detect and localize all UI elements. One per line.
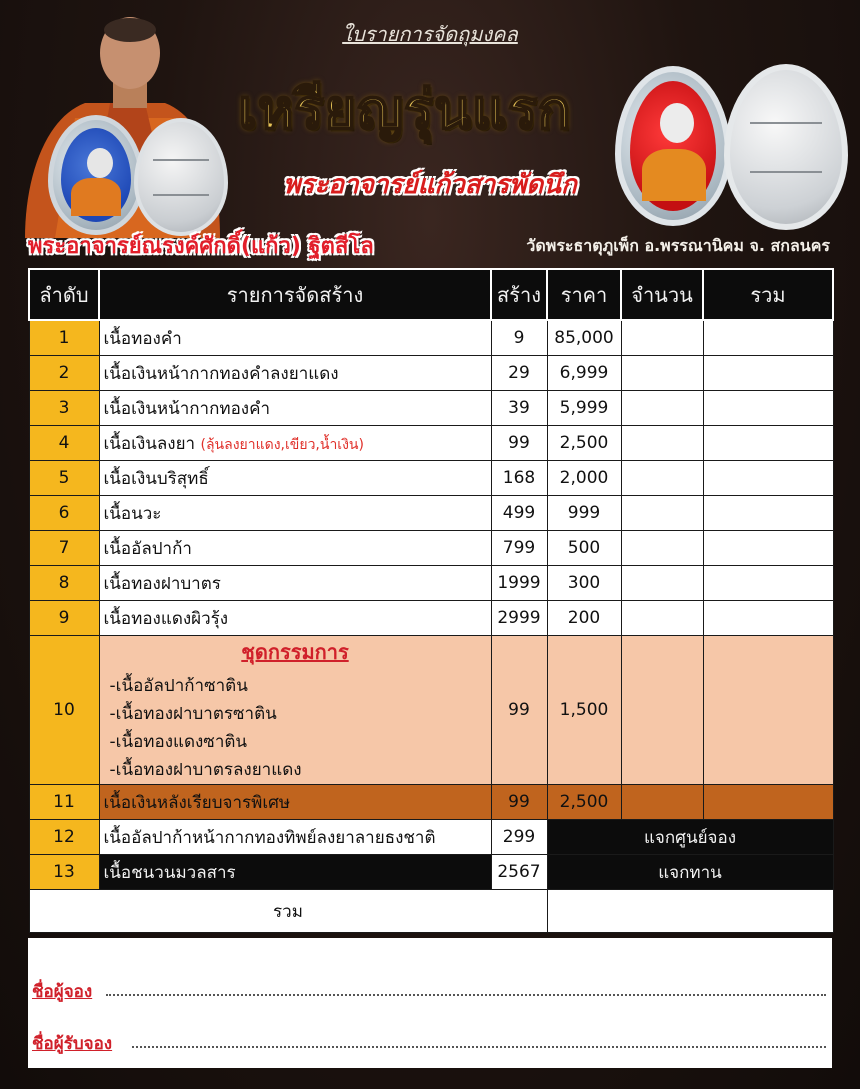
- row-number: 10: [29, 636, 99, 785]
- row-number: 12: [29, 820, 99, 855]
- total-cell[interactable]: [703, 601, 833, 636]
- col-header-price: ราคา: [547, 269, 621, 320]
- col-header-no: ลำดับ: [29, 269, 99, 320]
- made-count: 99: [491, 636, 547, 785]
- row-number: 1: [29, 320, 99, 356]
- quantity-cell[interactable]: [621, 320, 703, 356]
- red-enamel-medal: [615, 66, 731, 226]
- page-title: เหรียญรุ่นแรก: [238, 77, 572, 141]
- col-header-made: สร้าง: [491, 269, 547, 320]
- col-header-item: รายการจัดสร้าง: [99, 269, 491, 320]
- row-number: 6: [29, 496, 99, 531]
- total-cell[interactable]: [703, 566, 833, 601]
- total-cell[interactable]: [703, 391, 833, 426]
- made-count: 499: [491, 496, 547, 531]
- made-count: 799: [491, 531, 547, 566]
- made-count: 1999: [491, 566, 547, 601]
- price: 200: [547, 601, 621, 636]
- monk-name: พระอาจารย์ณรงค์ศักดิ์(แก้ว) ฐิตสีโล: [28, 234, 374, 259]
- gift-note: แจกศูนย์จอง: [547, 820, 833, 855]
- grand-total-cell[interactable]: [547, 890, 833, 933]
- row-number: 5: [29, 461, 99, 496]
- made-count: 9: [491, 320, 547, 356]
- quantity-cell[interactable]: [621, 391, 703, 426]
- table-header-row: [29, 269, 833, 320]
- row-number: 2: [29, 356, 99, 391]
- quantity-cell[interactable]: [621, 356, 703, 391]
- total-cell[interactable]: [703, 320, 833, 356]
- total-cell[interactable]: [703, 426, 833, 461]
- total-row: [29, 890, 833, 933]
- made-count: 99: [491, 785, 547, 820]
- item-name: เนื้ออัลปาก้าหน้ากากทองทิพย์ลงยาลายธงชาติ: [99, 820, 491, 855]
- total-cell[interactable]: [703, 531, 833, 566]
- made-count: 39: [491, 391, 547, 426]
- table-row: [29, 461, 833, 496]
- price: 6,999: [547, 356, 621, 391]
- price: 999: [547, 496, 621, 531]
- row-number: 9: [29, 601, 99, 636]
- row-number: 8: [29, 566, 99, 601]
- price: 300: [547, 566, 621, 601]
- item-name: เนื้อเงินหน้ากากทองคำ: [99, 391, 491, 426]
- col-header-quantity: จำนวน: [621, 269, 703, 320]
- order-table: [28, 268, 834, 933]
- made-count: 99: [491, 426, 547, 461]
- table-row: [29, 320, 833, 356]
- header: [0, 0, 860, 268]
- table-row: [29, 496, 833, 531]
- item-name: เนื้อทองคำ: [99, 320, 491, 356]
- signature-area: [28, 938, 832, 1068]
- committee-set-title: ชุดกรรมการ: [241, 640, 349, 664]
- row-number: 11: [29, 785, 99, 820]
- table-row: [29, 356, 833, 391]
- special-row: [29, 785, 833, 820]
- item-name: เนื้อทองแดงผิวรุ้ง: [99, 601, 491, 636]
- silver-medal-back-large: [724, 64, 848, 230]
- blue-enamel-medal: [48, 115, 144, 235]
- subtitle: พระอาจารย์แก้วสารพัดนึก: [283, 170, 577, 200]
- price: 2,000: [547, 461, 621, 496]
- booker-name-field[interactable]: [106, 994, 826, 996]
- quantity-cell[interactable]: [621, 566, 703, 601]
- row-number: 3: [29, 391, 99, 426]
- gift-note: แจกทาน: [547, 855, 833, 890]
- item-name: เนื้อนวะ: [99, 496, 491, 531]
- price: 2,500: [547, 785, 621, 820]
- committee-set-item: -เนื้อทองฝาบาตรซาติน: [109, 704, 277, 724]
- made-count: 29: [491, 356, 547, 391]
- total-cell[interactable]: [703, 496, 833, 531]
- made-count: 168: [491, 461, 547, 496]
- row-number: 13: [29, 855, 99, 890]
- item-name: เนื้อชนวนมวลสาร: [99, 855, 491, 890]
- quantity-cell[interactable]: [621, 636, 703, 785]
- committee-set-row: [29, 636, 833, 785]
- price: 85,000: [547, 320, 621, 356]
- table-row: [29, 531, 833, 566]
- item-note: (ลุ้นลงยาแดง,เขียว,น้ำเงิน): [200, 436, 364, 453]
- total-cell[interactable]: [703, 356, 833, 391]
- gift-row: [29, 820, 833, 855]
- total-label: รวม: [29, 890, 547, 933]
- total-cell[interactable]: [703, 636, 833, 785]
- item-name: เนื้อทองฝาบาตร: [99, 566, 491, 601]
- item-name: เนื้อเงินหลังเรียบจารพิเศษ: [99, 785, 491, 820]
- receiver-label: ชื่อผู้รับจอง: [32, 1034, 113, 1054]
- row-number: 4: [29, 426, 99, 461]
- made-count: 299: [491, 820, 547, 855]
- made-count: 2567: [491, 855, 547, 890]
- col-header-total: รวม: [703, 269, 833, 320]
- total-cell[interactable]: [703, 461, 833, 496]
- quantity-cell[interactable]: [621, 461, 703, 496]
- price: 500: [547, 531, 621, 566]
- temple-name: วัดพระธาตุภูเพ็ก อ.พรรณานิคม จ. สกลนคร: [526, 236, 830, 255]
- table-row: [29, 426, 833, 461]
- row-number: 7: [29, 531, 99, 566]
- total-cell[interactable]: [703, 785, 833, 820]
- table-row: [29, 566, 833, 601]
- item-name: เนื้อเงินบริสุทธิ์: [99, 461, 491, 496]
- committee-set-item: -เนื้อทองแดงซาติน: [109, 732, 248, 752]
- item-name: เนื้อเงินหน้ากากทองคำลงยาแดง: [99, 356, 491, 391]
- quantity-cell[interactable]: [621, 496, 703, 531]
- quantity-cell[interactable]: [621, 601, 703, 636]
- item-name-text: เนื้อเงินลงยา: [103, 433, 196, 454]
- committee-set-cell: [99, 636, 491, 785]
- quantity-cell[interactable]: [621, 531, 703, 566]
- table-row: [29, 601, 833, 636]
- gift-row: [29, 855, 833, 890]
- item-name: เนื้ออัลปาก้า: [99, 531, 491, 566]
- booker-label: ชื่อผู้จอง: [32, 982, 93, 1002]
- price: 5,999: [547, 391, 621, 426]
- price: 1,500: [547, 636, 621, 785]
- price: 2,500: [547, 426, 621, 461]
- receiver-name-field[interactable]: [132, 1046, 826, 1048]
- made-count: 2999: [491, 601, 547, 636]
- item-name: [99, 426, 491, 461]
- quantity-cell[interactable]: [621, 426, 703, 461]
- table-row: [29, 391, 833, 426]
- committee-set-item: -เนื้ออัลปาก้าซาติน: [109, 676, 248, 696]
- document-type: ใบรายการจัดถุมงคล: [342, 22, 518, 46]
- committee-set-item: -เนื้อทองฝาบาตรลงยาแดง: [109, 760, 302, 780]
- quantity-cell[interactable]: [621, 785, 703, 820]
